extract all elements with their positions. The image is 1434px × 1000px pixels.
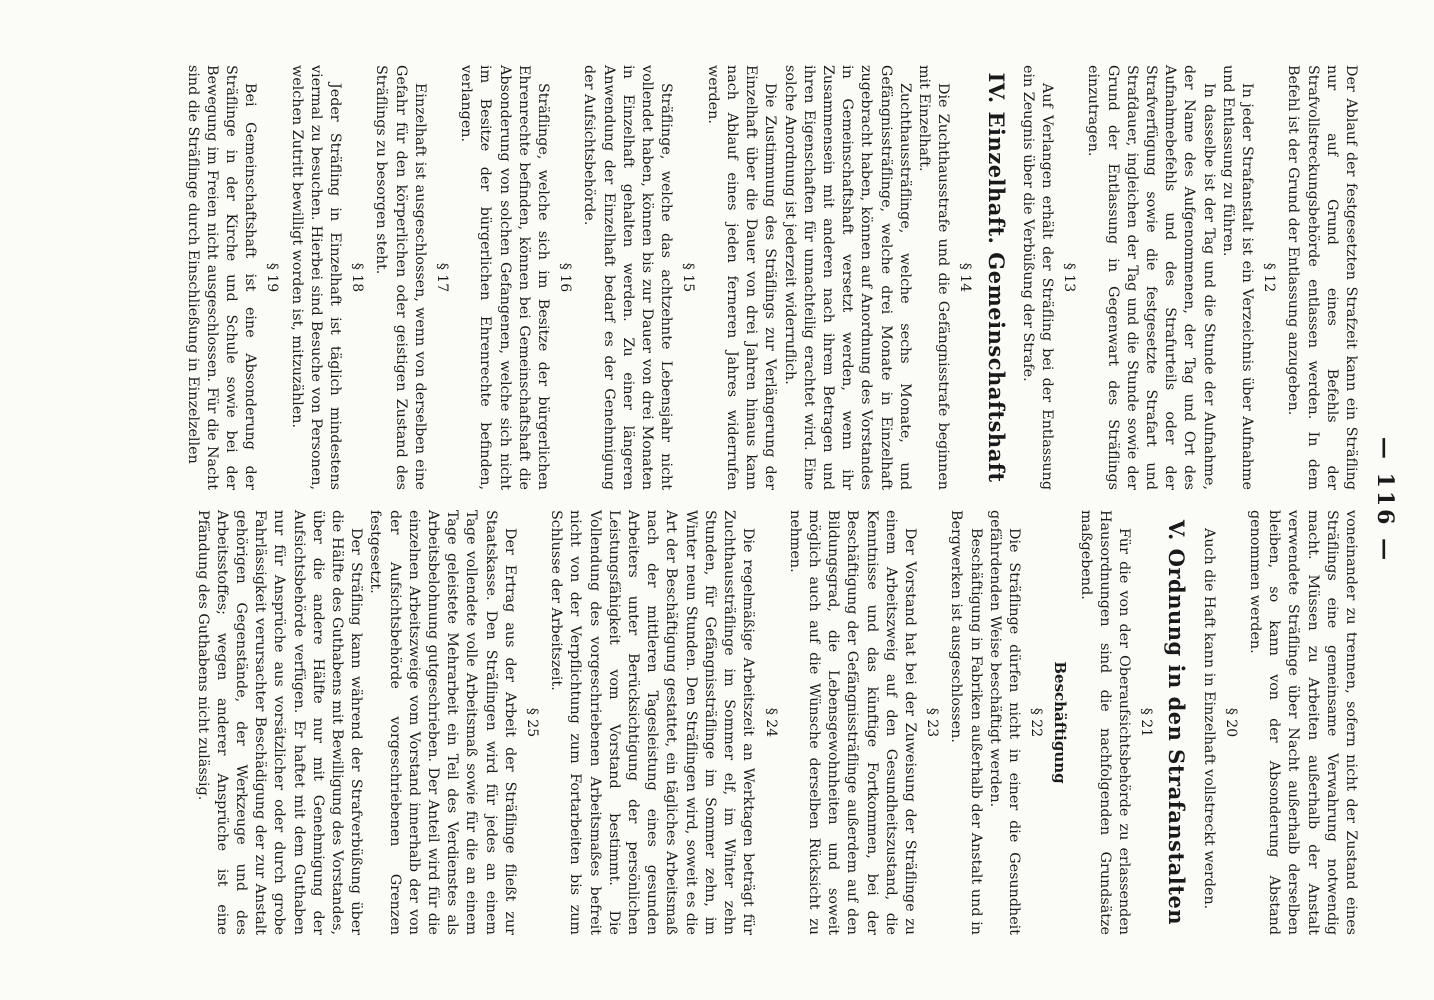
subsection-heading: Beschäftigung xyxy=(1051,661,1070,784)
paragraph-number: § 17 xyxy=(434,262,451,293)
left-column xyxy=(182,65,1360,490)
body-paragraph: Der Sträfling kann während der Strafverbüßung über die Hälfte des Guthabens mit Bewilligung des Vorstandes, über die andere Hälfte nur mit Genehmigung der Aufsichtsbehörde verfügen. Er haftet mit dem Guthaben nur für Ansprüche aus vorsätzlicher oder durch grobe Fahrlässigkeit verursachter Beschädigung der zur Anstalt gehörigen Gegenstände, der Werkzeuge und des Arbeitsstoffes; wegen anderer Ansprüche ist eine Pfändung des Guthabens nicht zulässig. xyxy=(194,510,365,935)
right-column xyxy=(192,510,1360,935)
paragraph-number: § 21 xyxy=(1138,707,1155,738)
paragraph-number: § 14 xyxy=(957,262,974,293)
paragraph-number: § 18 xyxy=(349,262,366,293)
paragraph-number: § 16 xyxy=(557,262,574,293)
body-paragraph: In dasselbe ist der Tag und die Stunde der Aufnahme, der Name des Aufgenommenen, der Tag und Ort des Aufnahmebefehls und des Strafurteils oder der Strafverfügung sowie die festgesetzte Strafart und Strafdauer, ingleichen der Tag und die Stunde sowie der Grund der Entlassung in Gegenwart des Sträflings einzutragen. xyxy=(1085,65,1217,490)
body-paragraph: Jeder Sträfling in Einzelhaft ist täglich mindestens viermal zu besuchen. Hierbei sind Besuche von Personen, welchen Zutritt bewilligt worden ist, mitzuzählen. xyxy=(288,65,344,490)
body-paragraph: Der Ertrag aus der Arbeit der Sträflinge fließt zur Staatskasse. Den Sträflingen wird für jedes an einem Tage vollendete volle Arbeitsmaß sowie für die an einem Tage geleistete Mehrarbeit ein Teil des Verdienstes als Arbeitsbelohnung gutgeschrieben. Der Anteil wird für die einzelnen Arbeitszweige vom Vorstand innerhalb der von der Aufsichtsbehörde vorgeschriebenen Grenzen festgesetzt. xyxy=(367,510,518,935)
page-number: — 116 — xyxy=(1372,436,1398,564)
body-paragraph: In jeder Strafanstalt ist ein Verzeichnis über Aufnahme und Entlassung zu führen. xyxy=(1219,65,1255,490)
body-paragraph: Auf Verlangen erhält der Sträfling bei der Entlassung ein Zeugnis über die Verbüßung der Strafe. xyxy=(1019,65,1055,490)
body-paragraph: Die Zuchthausstrafe und die Gefängnisstrafe beginnen mit Einzelhaft. xyxy=(915,65,952,490)
body-paragraph: voneinander zu trennen, sofern nicht der Zustand eines Sträflings eine gemeinsame Verwahrung notwendig macht. Müssen zu Arbeiten außerhalb der Anstalt verwendete Sträflinge über Nacht außerhalb derselben bleiben, so kann von der Absonderung Abstand genommen werden. xyxy=(1246,510,1359,935)
section-heading: IV. Einzelhaft. Gemeinschaftshaft xyxy=(983,72,1009,483)
body-paragraph: Die regelmäßige Arbeitszeit an Werktagen beträgt für Zuchthaussträflinge im Sommer elf, im Winter zehn Stunden, für Gefängnissträflinge im Sommer zehn, im Winter neun Stunden. Den Sträflingen wird, soweit es die Art der Beschäftigung gestattet, ein tägliches Arbeitsmaß nach der mittleren Tagesleistung eines gesunden Arbeiters unter Berücksichtigung der persönlichen Leistungsfähigkeit vom Vorstand bestimmt. Die Vollendung des vorgeschriebenen Arbeitsmaßes befreit nicht von der Verpflichtung zum Fortarbeiten bis zum Schlusse der Arbeitszeit. xyxy=(548,510,757,935)
paragraph-number: § 15 xyxy=(680,262,697,293)
body-paragraph: Der Ablauf der festgesetzten Strafzeit kann ein Sträfling nur auf Grund eines Befehls der Strafvollstreckungsbehörde entlassen werden. In dem Befehl ist der Grund der Entlassung anzugeben. xyxy=(1285,65,1359,490)
paragraph-number: § 24 xyxy=(762,707,779,738)
paragraph-number: § 23 xyxy=(924,707,941,738)
body-paragraph: Sträflinge, welche sich im Besitze der bürgerlichen Ehrenrechte befinden, können bei Gemeinschaftshaft die Absonderung von solchen Gefangenen, welche sich nicht im Besitze der bürgerlichen Ehrenrechte befinden, verlangen. xyxy=(458,65,552,490)
paragraph-number: § 22 xyxy=(1028,707,1045,738)
body-paragraph: Die Zustimmung des Sträflings zur Verlängerung der Einzelhaft über die Dauer von drei Jahren hinaus kann nach Ablauf eines jeden ferneren Jahres widerrufen werden. xyxy=(704,65,779,490)
body-paragraph: Die Sträflinge dürfen nicht in einer die Gesundheit gefährdenden Weise beschäftigt werden. xyxy=(986,510,1022,935)
body-paragraph: Der Vorstand hat bei der Zuweisung der Sträflinge zu einem Arbeitszweig auf den Gesundheitszustand, die Kenntnisse und das künftige Fortkommen, bei der Beschäftigung der Gefängnissträflinge außerdem auf den Bildungsgrad, die Lebensgewohnheiten und soweit möglich auch auf die Wünsche derselben Rücksicht zu nehmen. xyxy=(786,510,918,935)
body-paragraph: Zuchthaussträflinge, welche sechs Monate, und Gefängnissträflinge, welche drei Monate in Einzelhaft zugebracht haben, können auf Anordnung des Vorstandes in Gemeinschaftshaft versetzt werden, wenn ihr Zusammensein mit anderen nach ihrem Betragen und ihren Eigenschaften für unnachteilig erachtet wird. Eine solche Anordnung ist jederzeit widerruflich. xyxy=(781,65,913,490)
paragraph-number: § 25 xyxy=(524,707,541,738)
body-paragraph: Auch die Haft kann in Einzelhaft vollstreckt werden. xyxy=(1200,528,1217,910)
body-paragraph: Beschäftigung in Fabriken außerhalb der Anstalt und in Bergwerken ist ausgeschlossen. xyxy=(948,510,984,935)
paragraph-number: § 13 xyxy=(1061,262,1078,293)
paragraph-number: § 12 xyxy=(1261,262,1278,293)
paragraph-number: § 19 xyxy=(264,262,281,293)
section-heading: V. Ordnung in den Strafanstalten xyxy=(1164,519,1190,926)
paragraph-number: § 20 xyxy=(1222,707,1239,738)
body-paragraph: Bei Gemeinschaftshaft ist eine Absonderung der Sträflinge in der Kirche und Schule sowie bei der Bewegung im Freien nicht ausgeschlossen. Für die Nacht sind die Sträflinge durch Einschließung in Einzelzellen xyxy=(184,65,259,490)
body-paragraph: Für die von der Oberaufsichtsbehörde zu erlassenden Hausordnungen sind die nachfolgenden Grundsätze maßgebend. xyxy=(1077,510,1132,935)
body-paragraph: Einzelhaft ist ausgeschlossen, wenn von derselben eine Gefahr für den körperlichen oder geistigen Zustand des Sträflings zu besorgen steht. xyxy=(373,65,428,490)
body-paragraph: Sträflinge, welche das achtzehnte Lebensjahr nicht vollendet haben, können bis zur Dauer von drei Monaten in Einzelhaft gehalten werden. Zu einer längeren Anwendung der Einzelhaft bedarf es der Genehmigung der Aufsichtsbehörde. xyxy=(581,65,675,490)
